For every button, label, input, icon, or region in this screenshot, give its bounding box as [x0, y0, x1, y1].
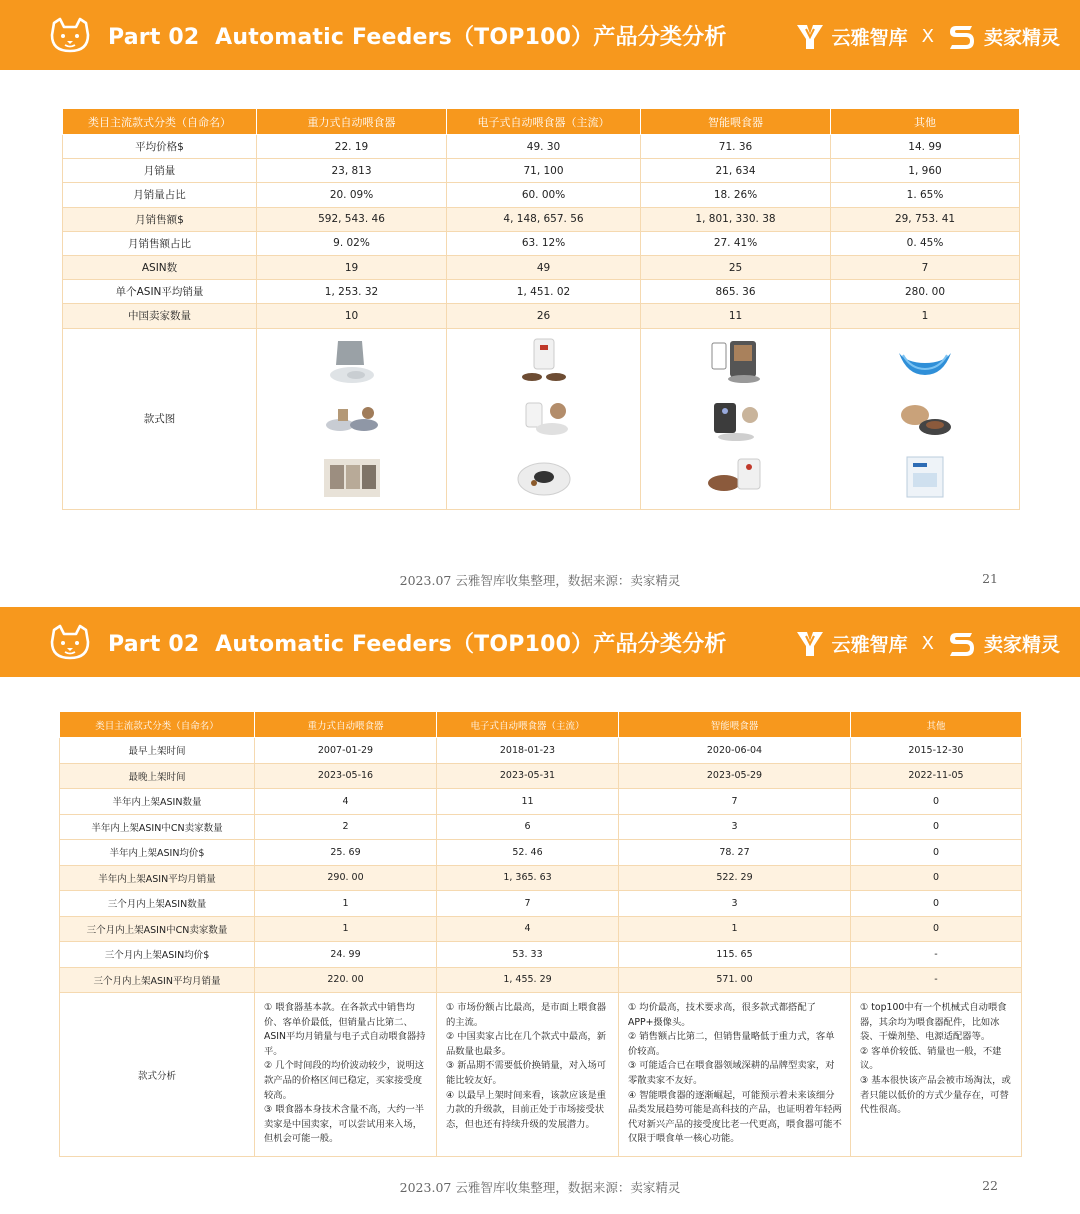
- table-row: [63, 207, 1020, 231]
- table-cell: 60. 00%: [447, 183, 641, 207]
- table-cell: 1, 451. 02: [447, 280, 641, 304]
- header-cell: 其他: [851, 712, 1022, 738]
- table-cell: 0. 45%: [831, 231, 1020, 255]
- table-cell: 865. 36: [641, 280, 831, 304]
- row-label: 三个月内上架ASIN中CN卖家数量: [60, 916, 255, 942]
- table-cell: 14. 99: [831, 135, 1020, 159]
- brand-separator: X: [921, 25, 934, 47]
- table-cell: 571. 00: [619, 967, 851, 993]
- table-cell: 1: [831, 304, 1020, 328]
- table-cell: 22. 19: [257, 135, 447, 159]
- sellersprite-logo-icon: [946, 20, 978, 52]
- row-label: 三个月内上架ASIN均价$: [60, 942, 255, 968]
- gravity-feeder-bowls-image: [320, 393, 384, 445]
- row-label: 半年内上架ASIN中CN卖家数量: [60, 814, 255, 840]
- page-footer: 2023.07 云雅智库收集整理，数据来源：卖家精灵: [399, 573, 681, 588]
- table-cell: 2018-01-23: [437, 738, 619, 764]
- table-cell: 23, 813: [257, 159, 447, 183]
- row-label: 平均价格$: [63, 135, 257, 159]
- table-cell: 1, 960: [831, 159, 1020, 183]
- table-cell: 0: [851, 814, 1022, 840]
- yunya-logo-icon: [794, 627, 826, 659]
- row-label: 半年内上架ASIN平均月销量: [60, 865, 255, 891]
- table-row: [63, 183, 1020, 207]
- brand-sellersprite: 卖家精灵: [983, 26, 1060, 49]
- table-cell: 115. 65: [619, 942, 851, 968]
- table-cell: 9. 02%: [257, 231, 447, 255]
- smart-feeder-camera-image: [704, 393, 768, 445]
- table-cell: 0: [851, 891, 1022, 917]
- analysis-electronic: ① 市场份额占比最高，是市面上喂食器的主流。 ② 中国卖家占比在几个款式中最高，新品数量也最多。 ③ 新品期不需要低价换销量，对入场可能比较友好。 ④ 以最早上架时间来看，该款应该是重力款的升级款，目前正处于市场接受状态，但也还有持续升级的发展潜力。: [437, 993, 619, 1157]
- table-cell: 26: [447, 304, 641, 328]
- table-cell: 1, 365. 63: [437, 865, 619, 891]
- banner-title-group: [48, 621, 727, 663]
- electronic-feeder-image: [512, 335, 576, 387]
- header-cell: 其他: [831, 109, 1020, 135]
- table-row: [63, 159, 1020, 183]
- table-cell: 21, 634: [641, 159, 831, 183]
- table-row: [60, 916, 1022, 942]
- header-cell: 重力式自动喂食器: [255, 712, 437, 738]
- table-cell: 19: [257, 255, 447, 279]
- analysis-smart: ① 均价最高，技术要求高，很多款式都搭配了APP+摄像头。 ② 销售额占比第二，但销售量略低于重力式，客单价较高。 ③ 可能适合已在喂食器领域深耕的品牌型卖家，对零散卖家不友好。 ④ 智能喂食器的逐渐崛起，可能预示着未来该细分品类发展趋势可能是高科技的产品，也证明着年轻两代对新兴产品的接受度比老一代更高，喂食器可能不仅限于喂食单一核心功能。: [619, 993, 851, 1157]
- table-cell: 220. 00: [255, 967, 437, 993]
- product-images-gravity: [257, 328, 447, 509]
- table-cell: 4: [437, 916, 619, 942]
- header-banner: [0, 607, 1080, 677]
- row-label: 三个月内上架ASIN数量: [60, 891, 255, 917]
- table-cell: 6: [437, 814, 619, 840]
- brand-separator: X: [921, 632, 934, 654]
- table-cell: 280. 00: [831, 280, 1020, 304]
- row-label: 款式分析: [60, 993, 255, 1157]
- table-cell: 63. 12%: [447, 231, 641, 255]
- table-cell: 7: [619, 789, 851, 815]
- row-label: 月销售额$: [63, 207, 257, 231]
- launch-time-table: [59, 711, 1022, 1157]
- table-row: [60, 942, 1022, 968]
- product-images-other: [831, 328, 1020, 509]
- category-stats-table: [62, 108, 1020, 510]
- gravity-feeder-pets-image: [320, 451, 384, 503]
- header-cell: 电子式自动喂食器（主流）: [447, 109, 641, 135]
- header-cell: 电子式自动喂食器（主流）: [437, 712, 619, 738]
- table-cell: 11: [641, 304, 831, 328]
- row-label: 月销量: [63, 159, 257, 183]
- table-row: [63, 255, 1020, 279]
- table-cell: 2015-12-30: [851, 738, 1022, 764]
- table-cell: 25. 69: [255, 840, 437, 866]
- table-cell: 2023-05-16: [255, 763, 437, 789]
- table-cell: 1: [255, 916, 437, 942]
- electronic-feeder-cat-image: [512, 393, 576, 445]
- table-cell: 27. 41%: [641, 231, 831, 255]
- table-cell: 49: [447, 255, 641, 279]
- table-cell: 18. 26%: [641, 183, 831, 207]
- gravity-feeder-image: [320, 335, 384, 387]
- row-label: 最早上架时间: [60, 738, 255, 764]
- banner-title: Part 02 Automatic Feeders（TOP100）产品分类分析: [108, 24, 727, 50]
- row-label: 半年内上架ASIN数量: [60, 789, 255, 815]
- table-cell: 10: [257, 304, 447, 328]
- table-cell: 0: [851, 865, 1022, 891]
- table-cell: 7: [437, 891, 619, 917]
- page-footer: 2023.07 云雅智库收集整理，数据来源：卖家精灵: [399, 1180, 681, 1195]
- page-number: 22: [982, 1178, 998, 1193]
- table-cell: 2023-05-29: [619, 763, 851, 789]
- table-cell: -: [851, 942, 1022, 968]
- product-images-smart: [641, 328, 831, 509]
- table-cell: 0: [851, 789, 1022, 815]
- analysis-gravity: ① 喂食器基本款。在各款式中销售均价、客单价最低，但销量占比第二、ASIN平均月销量与电子式自动喂食器持平。 ② 几个时间段的均价波动较少，说明这款产品的价格区间已稳定，买家接受度较高。 ③ 喂食器本身技术含量不高，大约一半卖家是中国卖家，可以尝试用来入场，但机会可能一般。: [255, 993, 437, 1157]
- table-cell: 29, 753. 41: [831, 207, 1020, 231]
- table-cell: 1: [619, 916, 851, 942]
- table-cell: 2023-05-31: [437, 763, 619, 789]
- table-cell: 3: [619, 891, 851, 917]
- header-cell: 重力式自动喂食器: [257, 109, 447, 135]
- table-cell: 53. 33: [437, 942, 619, 968]
- feeder-with-dog-image: [893, 393, 957, 445]
- table-row: [60, 789, 1022, 815]
- sellersprite-logo-icon: [946, 627, 978, 659]
- product-images-electronic: [447, 328, 641, 509]
- electronic-feeder-round-image: [512, 451, 576, 503]
- table-row: [60, 738, 1022, 764]
- table-row: [60, 891, 1022, 917]
- table-cell: 1, 455. 29: [437, 967, 619, 993]
- table-cell: 20. 09%: [257, 183, 447, 207]
- table-cell: 4: [255, 789, 437, 815]
- table-row: [63, 304, 1020, 328]
- table-cell: 24. 99: [255, 942, 437, 968]
- table-cell: 7: [831, 255, 1020, 279]
- table-row: [60, 967, 1022, 993]
- table-row: [63, 135, 1020, 159]
- row-label: 款式图: [63, 328, 257, 509]
- table-cell: 71. 36: [641, 135, 831, 159]
- table-cell: 290. 00: [255, 865, 437, 891]
- slide-page-22: [0, 607, 1080, 1214]
- brand-logos: [794, 625, 1060, 661]
- header-banner: [0, 0, 1080, 70]
- table-cell: 71, 100: [447, 159, 641, 183]
- row-label: 三个月内上架ASIN平均月销量: [60, 967, 255, 993]
- dog-face-icon: [48, 622, 92, 662]
- brand-yunya: 云雅智库: [831, 633, 908, 656]
- image-row: [63, 328, 1020, 509]
- ice-pack-image: [893, 335, 957, 387]
- analysis-row: [60, 993, 1022, 1157]
- table-cell: 2022-11-05: [851, 763, 1022, 789]
- brand-logos: [794, 18, 1060, 54]
- table-header-row: [60, 712, 1022, 738]
- row-label: 单个ASIN平均销量: [63, 280, 257, 304]
- header-cell: 类目主流款式分类（自命名）: [63, 109, 257, 135]
- table-cell: 592, 543. 46: [257, 207, 447, 231]
- table-cell: 0: [851, 840, 1022, 866]
- table-cell: 52. 46: [437, 840, 619, 866]
- table-row: [60, 840, 1022, 866]
- table-row: [63, 231, 1020, 255]
- table-row: [60, 814, 1022, 840]
- table-cell: 11: [437, 789, 619, 815]
- table-cell: 1. 65%: [831, 183, 1020, 207]
- accessory-package-image: [893, 451, 957, 503]
- table-cell: 3: [619, 814, 851, 840]
- brand-yunya: 云雅智库: [831, 26, 908, 49]
- table-cell: 2020-06-04: [619, 738, 851, 764]
- row-label: ASIN数: [63, 255, 257, 279]
- header-cell: 类目主流款式分类（自命名）: [60, 712, 255, 738]
- table-cell: 1, 801, 330. 38: [641, 207, 831, 231]
- row-label: 月销售额占比: [63, 231, 257, 255]
- header-cell: 智能喂食器: [641, 109, 831, 135]
- table-cell: 0: [851, 916, 1022, 942]
- dog-face-icon: [48, 15, 92, 55]
- analysis-other: ① top100中有一个机械式自动喂食器，其余均为喂食器配件，比如冰袋、干燥剂垫、电源适配器等。 ② 客单价较低、销量也一般，不建议。 ③ 基本很快该产品会被市场淘汰，或者只能以低价的方式少量存在，可替代性很高。: [851, 993, 1022, 1157]
- table-row: [60, 763, 1022, 789]
- table-cell: -: [851, 967, 1022, 993]
- table-cell: 1, 253. 32: [257, 280, 447, 304]
- row-label: 月销量占比: [63, 183, 257, 207]
- smart-feeder-app-image: [704, 335, 768, 387]
- table-cell: 2: [255, 814, 437, 840]
- yunya-logo-icon: [794, 20, 826, 52]
- row-label: 最晚上架时间: [60, 763, 255, 789]
- header-cell: 智能喂食器: [619, 712, 851, 738]
- row-label: 半年内上架ASIN均价$: [60, 840, 255, 866]
- banner-title-group: [48, 14, 727, 56]
- table-row: [63, 280, 1020, 304]
- table-row: [60, 865, 1022, 891]
- table-cell: 522. 29: [619, 865, 851, 891]
- table-header-row: [63, 109, 1020, 135]
- table-cell: 25: [641, 255, 831, 279]
- brand-sellersprite: 卖家精灵: [983, 633, 1060, 656]
- page-number: 21: [982, 571, 998, 586]
- table-cell: 2007-01-29: [255, 738, 437, 764]
- table-cell: 78. 27: [619, 840, 851, 866]
- smart-feeder-food-image: [704, 451, 768, 503]
- banner-title: Part 02 Automatic Feeders（TOP100）产品分类分析: [108, 631, 727, 657]
- table-cell: 4, 148, 657. 56: [447, 207, 641, 231]
- table-cell: 1: [255, 891, 437, 917]
- row-label: 中国卖家数量: [63, 304, 257, 328]
- table-cell: 49. 30: [447, 135, 641, 159]
